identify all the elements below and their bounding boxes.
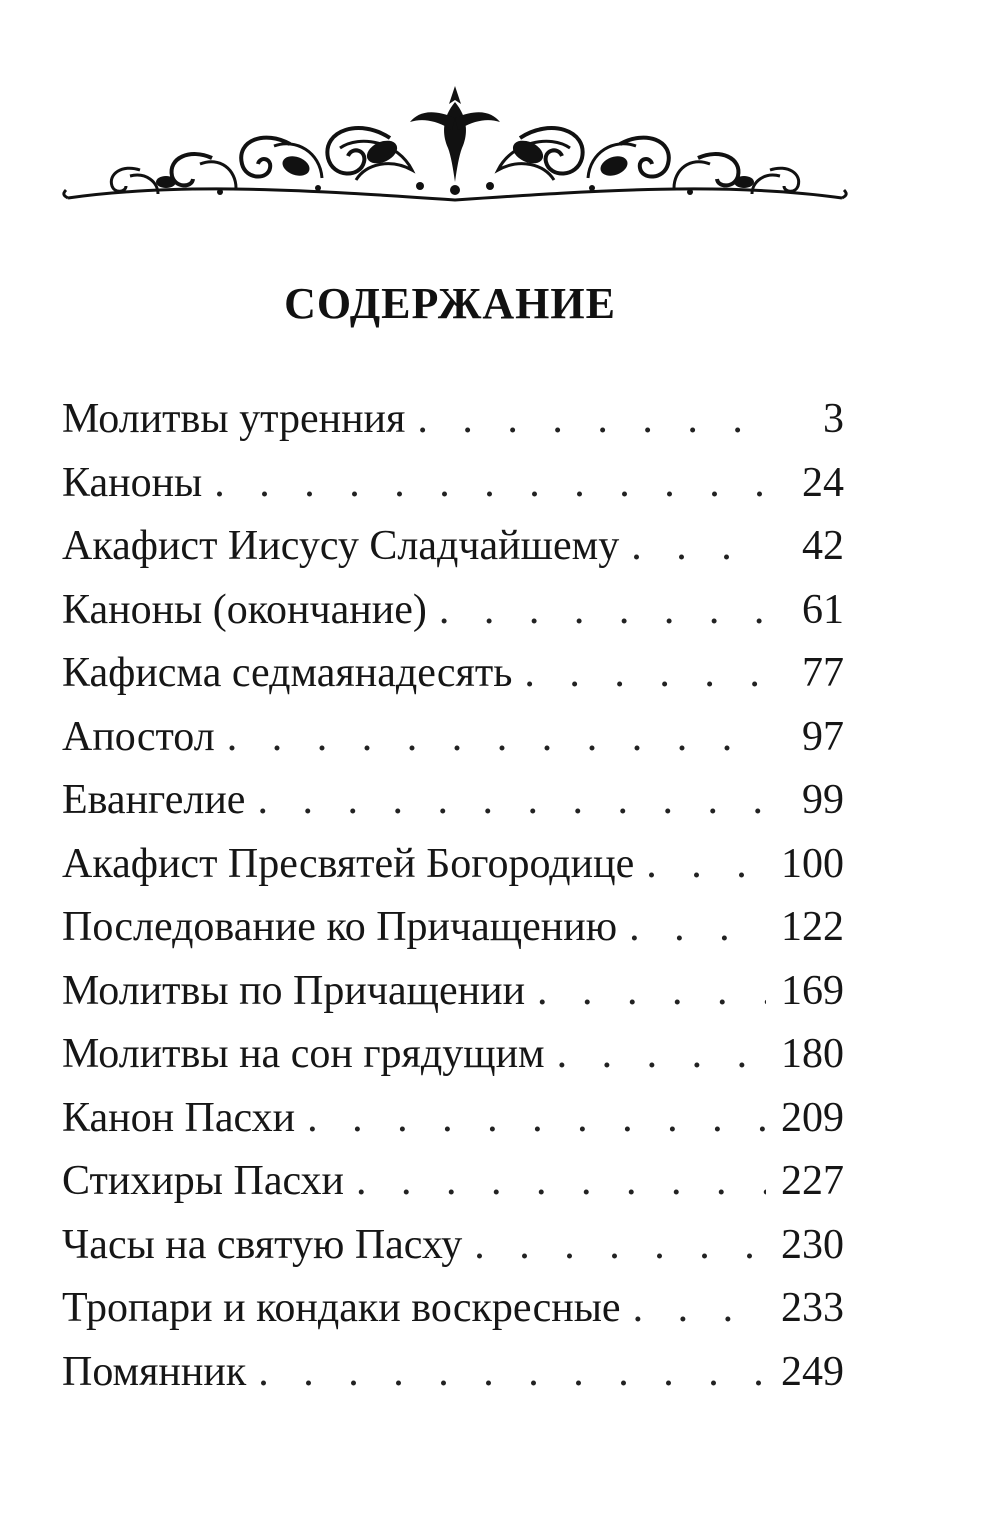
dot-leader bbox=[617, 896, 766, 960]
toc-entry[interactable] bbox=[62, 1277, 844, 1341]
toc-entry[interactable] bbox=[62, 833, 844, 897]
dot-leader bbox=[246, 1341, 766, 1405]
toc-entry[interactable] bbox=[62, 579, 844, 643]
toc-entry-page: 61 bbox=[802, 586, 844, 633]
toc-entry[interactable] bbox=[62, 960, 844, 1024]
dot-leader bbox=[634, 833, 766, 897]
toc-entry-title: Молитвы на сон грядущим bbox=[62, 1031, 545, 1077]
toc-entry[interactable] bbox=[62, 642, 844, 706]
dot-leader bbox=[344, 1150, 766, 1214]
toc-entry-page: 100 bbox=[781, 840, 844, 887]
toc-entry[interactable] bbox=[62, 452, 844, 516]
toc-entry[interactable] bbox=[62, 896, 844, 960]
toc-entry-title: Акафист Иисусу Сладчайшему bbox=[62, 523, 620, 569]
dot-leader bbox=[405, 388, 766, 452]
page-title: СОДЕРЖАНИЕ bbox=[284, 279, 616, 328]
toc-entry[interactable] bbox=[62, 1023, 844, 1087]
toc-entry[interactable] bbox=[62, 1341, 844, 1405]
toc-entry-title: Каноны (окончание) bbox=[62, 586, 427, 633]
dot-leader bbox=[512, 642, 766, 706]
toc-entry-page: 209 bbox=[781, 1094, 844, 1141]
toc-entry-title: Кафисма седмаянадесять bbox=[62, 650, 513, 696]
toc-entry[interactable] bbox=[62, 515, 844, 579]
dot-leader bbox=[215, 706, 766, 770]
dot-leader bbox=[621, 1277, 766, 1341]
dot-leader bbox=[619, 515, 766, 579]
toc-entry-page: 77 bbox=[802, 650, 844, 696]
dot-leader bbox=[545, 1023, 766, 1087]
toc-entry-title: Каноны bbox=[62, 459, 203, 506]
toc-entry-page: 169 bbox=[781, 967, 844, 1014]
toc-entry-page: 24 bbox=[802, 459, 844, 506]
dot-leader bbox=[202, 452, 766, 516]
dot-leader bbox=[427, 579, 766, 643]
toc-entry-title: Евангелие bbox=[62, 777, 246, 823]
dot-leader bbox=[295, 1087, 766, 1151]
toc-entry-title: Канон Пасхи bbox=[62, 1094, 296, 1141]
floral-scroll-ornament-icon bbox=[60, 78, 850, 208]
toc-entry-title: Стихиры Пасхи bbox=[62, 1158, 345, 1204]
dot-leader bbox=[462, 1214, 766, 1278]
dot-leader bbox=[245, 769, 766, 833]
toc-entry-page: 99 bbox=[802, 777, 844, 823]
toc-entry-title: Молитвы по Причащении bbox=[62, 967, 526, 1014]
toc-entry-page: 42 bbox=[802, 523, 844, 569]
toc-entry-page: 122 bbox=[781, 904, 844, 950]
toc-entry-page: 227 bbox=[781, 1158, 844, 1204]
toc-entry-title: Помянник bbox=[62, 1348, 247, 1395]
toc-entry-page: 233 bbox=[781, 1285, 844, 1331]
toc-entry[interactable] bbox=[62, 1150, 844, 1214]
toc-entry-page: 3 bbox=[823, 396, 844, 442]
toc-entry[interactable] bbox=[62, 388, 844, 452]
toc-entry-page: 249 bbox=[781, 1348, 844, 1395]
toc-entry-page: 230 bbox=[781, 1221, 844, 1268]
toc-entry-page: 180 bbox=[781, 1031, 844, 1077]
toc-entry[interactable] bbox=[62, 769, 844, 833]
toc-entry[interactable] bbox=[62, 1087, 844, 1151]
toc-entry-title: Апостол bbox=[62, 713, 215, 760]
toc-entry-title: Молитвы утренния bbox=[62, 396, 406, 442]
toc-entry-title: Акафист Пресвятей Богородице bbox=[62, 840, 635, 887]
dot-leader bbox=[525, 960, 766, 1024]
table-of-contents bbox=[62, 388, 844, 1404]
toc-entry[interactable] bbox=[62, 1214, 844, 1278]
toc-entry-title: Часы на святую Пасху bbox=[62, 1221, 463, 1268]
toc-entry-title: Последование ко Причащению bbox=[62, 904, 618, 950]
toc-entry-page: 97 bbox=[802, 713, 844, 760]
toc-entry[interactable] bbox=[62, 706, 844, 770]
toc-entry-title: Тропари и кондаки воскресные bbox=[62, 1285, 621, 1331]
